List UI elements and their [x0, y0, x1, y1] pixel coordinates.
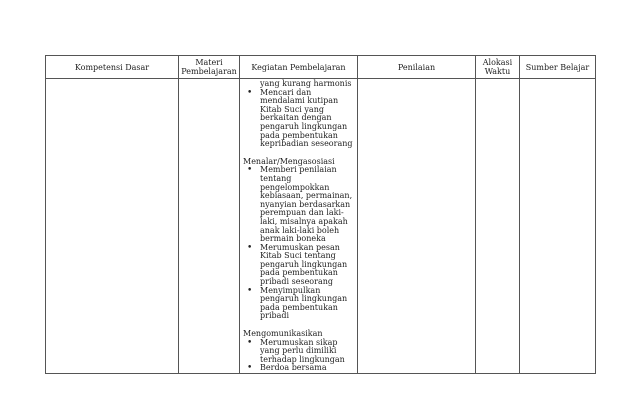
cell-alokasi-waktu [476, 79, 520, 374]
header-materi-pembelajaran: Materi Pembelajaran [179, 56, 240, 79]
body-row [46, 79, 596, 374]
header-row [46, 56, 596, 79]
list-item: • Merumuskan sikap yang perlu dimiliki terhadap lingkungan [243, 339, 355, 365]
list-item: • Menyimpulkan pengaruh lingkungan pada pembentukan pribadi [243, 287, 355, 321]
section-heading: Menalar/Mengasosiasi [243, 156, 335, 166]
activity-section-mengomunikasikan [243, 330, 355, 373]
activity-section-menalar [243, 158, 355, 321]
header-penilaian: Penilaian [358, 56, 476, 79]
cell-kegiatan-pembelajaran [240, 79, 358, 374]
cell-materi-pembelajaran [179, 79, 240, 374]
header-sumber-belajar: Sumber Belajar [520, 56, 596, 79]
list-item: • Berdoa bersama [243, 364, 355, 373]
header-kegiatan-pembelajaran: Kegiatan Pembelajaran [240, 56, 358, 79]
header-kompetensi-dasar: Kompetensi Dasar [46, 56, 179, 79]
list-item-continued: yang kurang harmonis [260, 79, 352, 88]
lesson-plan-table [45, 55, 596, 374]
list-item: • Mencari dan mendalami kutipan Kitab Suci yang berkaitan dengan pengaruh lingkungan pada pembentukan kepribadian seseorang [243, 89, 355, 149]
section-heading: Mengomunikasikan [243, 329, 323, 339]
list-item: • Memberi penilaian tentang pengelompokkan kebiasaan, permainan, nyanyian berdasarkan perempuan dan laki-laki, misalnya apakah anak laki-laki boleh bermain boneka [243, 166, 355, 243]
cell-kompetensi-dasar [46, 79, 179, 374]
cell-penilaian [358, 79, 476, 374]
header-alokasi-waktu: Alokasi Waktu [476, 56, 520, 79]
cell-sumber-belajar [520, 79, 596, 374]
activity-section-continued [243, 80, 355, 149]
list-item: • Merumuskan pesan Kitab Suci tentang pengaruh lingkungan pada pembentukan pribadi seseorang [243, 244, 355, 287]
